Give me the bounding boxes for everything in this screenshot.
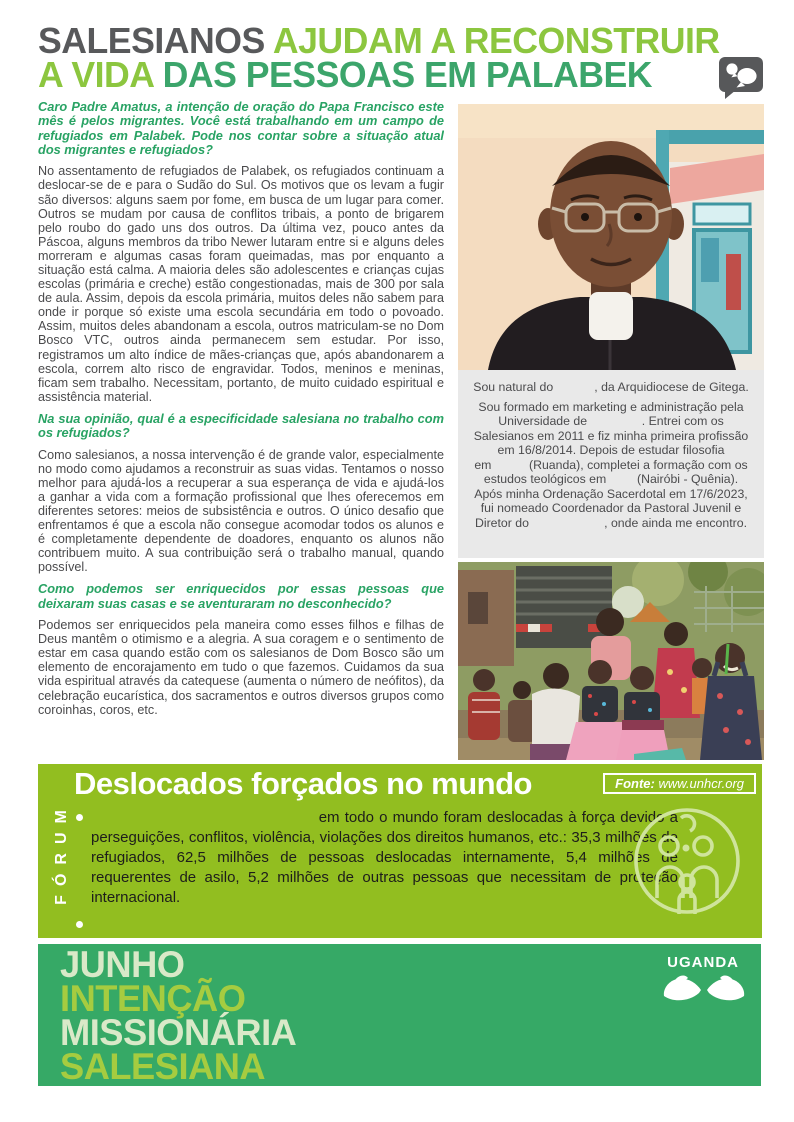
priest-photo — [458, 104, 764, 370]
country-label: UGANDA — [667, 954, 739, 971]
page-title-line2: A VIDA DAS PESSOAS EM PALABEK — [38, 54, 653, 95]
footer-word-salesiana: SALESIANA — [60, 1046, 266, 1086]
forum-bullets — [76, 808, 678, 938]
source-label: Fonte: — [615, 776, 655, 791]
interview-question-1: Caro Padre Amatus, a intenção de oração do Papa Francisco este mês é pelos migrantes. Você está trabalhando em um campo de refugiados em Palabek. Pode nos contar sobre a situação atual dos migrantes e refugiados? — [38, 100, 444, 157]
refugee-family-icon — [626, 800, 748, 922]
cupped-hands-icon — [661, 974, 747, 1010]
page-title-line1: SALESIANOS AJUDAM A RECONSTRUIR — [38, 20, 720, 61]
bullet-dot — [76, 814, 83, 821]
source-url[interactable]: www.unhcr.org — [658, 776, 744, 791]
page-title — [38, 20, 731, 95]
footer-block — [38, 944, 761, 1086]
source-box — [603, 773, 756, 794]
footer-month: JUNHO — [60, 944, 185, 985]
interview-question-3: Como podemos ser enriquecidos por essas pessoas que deixaram suas casas e se aventuraram no desconhecido? — [38, 581, 444, 611]
forum-vertical-label: FÓRUM — [53, 801, 70, 905]
interview-question-2: Na sua opinião, qual é a especificidade salesiana no trabalho com os refugiados? — [38, 410, 444, 441]
interview-column — [38, 100, 444, 764]
speech-bubbles-icon — [718, 56, 764, 100]
bio-paragraph-1: Sou natural do , da Arquidiocese de Gitega. — [473, 380, 749, 394]
footer-word-missionaria: MISSIONÁRIA — [60, 1012, 297, 1053]
bio-caption — [458, 370, 764, 558]
bio-paragraph-2: Sou formado em marketing e administração pela Universidade de . Entrei com os Salesianos em 2011 e fiz minha primeira profissão em 16/8/2014. Depois de estudar filosofia em (Ruanda), completei a formação com os estudos teológicos em (Nairóbi - Quênia). Após minha Ordenação Sacerdotal em 17/6/2023, fui nomeado Coordenador da Pastoral Juvenil e Diretor do , onde ainda me encontro. — [473, 399, 749, 530]
forum-title: Deslocados forçados no mundo — [74, 766, 532, 801]
forum-bullet-2 — [76, 915, 678, 938]
footer-word-intencao: INTENÇÃO — [60, 978, 246, 1019]
interview-answer-2: Como salesianos, a nossa intervenção é de grande valor, especialmente no modo como ajudamos a reconstruir as suas vidas. Tentamos o nosso melhor para ajudá-los a recuperar a sua esperança de vida e ajudá-los a ganhar a vida com a formação profissional que lhes oferecemos em diferentes setores: meios de subsistência e outros. O único desafio que enfrentamos é que a escola não consegue acomodar todos os alunos e é completamente dependente de doadores, enquanto os alunos não contribuem muito. A sua contribuição será o trabalho manual, quando possível. — [38, 447, 444, 575]
bullet-dot — [76, 921, 83, 928]
interview-answer-1: No assentamento de refugiados de Palabek, os refugiados continuam a deslocar-se de e para o Sudão do Sul. Os motivos que os levam a fugir são diversos: alguns saem por fome, em busca de um lugar para comer. Outros se mudam por causa de conflitos tribais, a ponto de brigarem pelo roubo do gado uns dos outros. Da última vez, pouco antes da Páscoa, alguns membros da tribo Newer lutaram entre si e alguns deles morreram e algumas casas foram queimadas, mas por enquanto a situação está calma. A maioria deles são adolescentes e crianças cujas escolas (primária e creche) estão congestionadas, mais de 300 por sala de aula. Assim, depois da escola primária, muitos deles não sabem para onde ir porque só existe uma escola secundária em todo o povoado. Assim, muitos deles abandonam a escola, outros matriculam-se no Dom Bosco VTC, outros ainda permanecem sem estudar. Por isso, registramos um alto índice de mães-crianças que, após abandonarem a escola, correm alto risco de engravidar. Todos, meninos e meninas, ficam sem trabalho. Necessitam, portanto, de muito cuidado espiritual e assistência material. — [38, 164, 444, 404]
forum-bullet-1: em todo o mundo foram deslocadas à força devido a perseguições, conflitos, violência, violações dos direitos humanos, etc.: 35,3 milhões de refugiados, 62,5 milhões de pessoas deslocadas internamente, 5,4 milhões de requerentes de asilo, 5,2 milhões de outras pessoas que necessitam de proteção internacional. — [76, 808, 678, 908]
forum-banner — [38, 764, 762, 938]
children-group-photo — [458, 562, 764, 760]
interview-answer-3: Podemos ser enriquecidos pela maneira como esses filhos e filhas de Deus mantêm o otimismo e a alegria. A sua coragem e o sentimento de estar em casa quando estão com os salesianos de Dom Bosco são um elemento de encorajamento em tudo o que fazemos. Cuidamos da sua vida espiritual através da catequese (aumenta o número de neófitos), da celebração eucarística, dos sacramentos e outros diversos grupos como coroinhas, coros, etc. — [38, 618, 444, 717]
footer-title-stack — [60, 944, 297, 1086]
